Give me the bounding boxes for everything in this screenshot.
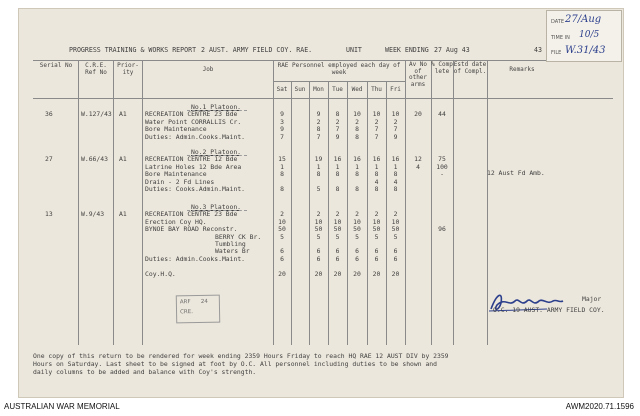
receipt-stamp	[546, 10, 622, 62]
header-pct-complete: % Comp lete	[431, 61, 453, 75]
day-count-tue: 7	[335, 125, 340, 134]
day-count-mon: 8	[316, 170, 321, 179]
signature-text	[517, 293, 523, 294]
header-job: Job	[202, 66, 214, 73]
day-count-fri: 1	[393, 162, 398, 171]
cre-ref-number: W.127/43	[81, 110, 112, 118]
day-count-mon: 8	[316, 125, 321, 134]
header-day-tue: Tue	[332, 86, 343, 93]
day-count-mon: 9	[316, 110, 321, 119]
day-count-fri: 6	[393, 254, 398, 263]
day-count-sat: 6	[280, 247, 284, 256]
footer-archive-name: AUSTRALIAN WAR MEMORIAL	[4, 402, 120, 411]
priority: A1	[119, 110, 127, 118]
day-count-mon: 20	[314, 270, 323, 279]
week-ending-year: 43	[534, 46, 542, 54]
day-count-thu: 2	[374, 117, 379, 126]
day-count-mon: 50	[314, 225, 323, 234]
day-count-wed: 6	[355, 254, 359, 263]
priority: A1	[119, 155, 127, 163]
form-title: PROGRESS TRAINING & WORKS REPORT	[69, 46, 197, 54]
day-count-thu: 6	[374, 247, 379, 256]
day-count-fri: 10	[391, 110, 400, 119]
header-remarks: Remarks	[509, 66, 535, 73]
platoon-heading: No.3 Platoon.	[191, 203, 242, 211]
day-count-wed: 8	[355, 170, 359, 179]
remarks-text: 12 Aust Fd Amb.	[487, 169, 545, 177]
header-other-arms: Av No of other arms	[408, 61, 428, 88]
pencil-line-2: CRE.	[180, 309, 193, 316]
day-count-fri: 8	[393, 185, 398, 193]
day-count-sat: 3	[280, 117, 284, 126]
percent-complete: 75	[438, 155, 446, 164]
day-count-thu: 10	[372, 217, 381, 226]
day-count-wed: 10	[353, 110, 361, 119]
percent-complete: -	[440, 170, 444, 179]
day-count-tue: 50	[333, 225, 342, 234]
footer-accession-number: AWM2020.71.1596	[565, 402, 634, 411]
stamp-time-value: 10/5	[579, 30, 600, 40]
day-count-mon: 19	[314, 155, 323, 164]
day-count-fri: 4	[393, 177, 398, 186]
day-count-thu: 4	[374, 177, 379, 186]
day-count-fri: 50	[391, 225, 400, 234]
day-count-wed: 6	[355, 247, 359, 256]
stamp-date-label: DATE	[551, 19, 565, 25]
header-day-sat: Sat	[276, 86, 288, 93]
day-count-thu: 7	[374, 125, 379, 134]
day-count-thu: 20	[372, 270, 381, 279]
stamp-file-value: W.31/43	[565, 45, 606, 56]
day-count-wed: 20	[353, 270, 361, 279]
day-count-fri: 7	[393, 125, 398, 134]
day-count-fri: 20	[391, 270, 400, 279]
job-description: RECREATION CENTRE 23 Bde	[145, 210, 238, 219]
day-count-wed: 5	[355, 232, 359, 241]
col-rule	[291, 81, 292, 345]
col-rule	[142, 60, 143, 345]
stamp-time-label: TIME IN	[551, 35, 570, 41]
day-count-mon: 2	[316, 117, 321, 126]
heading-underline	[187, 210, 247, 211]
header-day-mon: Mon	[313, 86, 324, 93]
day-count-fri: 10	[391, 217, 400, 226]
job-description: RECREATION CENTRE 12 Bde	[145, 155, 238, 164]
day-count-sat: 50	[278, 225, 286, 234]
col-rule	[113, 60, 114, 345]
day-count-thu: 8	[374, 185, 379, 193]
pencil-value: 24	[200, 298, 208, 305]
job-description: Erection Coy HQ.	[145, 217, 207, 226]
header-priority: Prior-ity	[117, 62, 139, 76]
col-rule	[431, 60, 432, 345]
header-rae-personnel: RAE Personnel employed each day of week	[277, 62, 401, 76]
day-count-sat: 20	[278, 270, 286, 279]
header-estd-date: Estd date of Compl.	[453, 61, 487, 75]
signature-rank: Major	[582, 295, 602, 303]
job-description: Duties: Admin.Cooks.Maint.	[145, 132, 246, 141]
day-count-thu: 7	[374, 132, 379, 141]
heading-underline	[187, 110, 247, 111]
day-count-tue: 6	[335, 254, 340, 263]
header-bottom-rule	[33, 98, 613, 99]
day-count-mon: 5	[316, 232, 321, 241]
col-rule	[405, 60, 406, 345]
table-top-rule	[33, 60, 613, 61]
day-count-tue: 1	[335, 162, 340, 171]
note-line-3: daily columns to be added and balance with Coy's strength.	[33, 368, 257, 376]
day-count-fri: 2	[393, 117, 398, 126]
day-count-mon: 6	[316, 254, 321, 263]
other-arms-count: 12	[414, 155, 422, 164]
job-description: BERRY CK Br.	[215, 232, 262, 241]
header-day-wed: Wed	[351, 86, 363, 93]
unit-word: UNIT	[346, 46, 362, 54]
day-count-fri: 9	[393, 132, 398, 141]
pencil-annotation	[176, 295, 220, 324]
day-count-tue: 8	[335, 110, 340, 119]
serial-number: 36	[45, 110, 53, 118]
note-line-2: Hours on Saturday. Last sheet to be signed at foot by O.C. All personnel including duties to be shown and	[33, 360, 437, 368]
day-count-thu: 16	[372, 155, 381, 164]
day-count-tue: 8	[335, 185, 340, 193]
day-count-wed: 10	[353, 217, 361, 226]
day-count-mon: 5	[316, 185, 321, 193]
job-description: BYNOE BAY ROAD Reconstr.	[145, 225, 238, 234]
day-count-mon: 6	[316, 247, 321, 256]
day-count-sat: 10	[278, 217, 286, 226]
header-day-sun: Sun	[294, 86, 306, 93]
day-count-tue: 20	[333, 270, 342, 279]
header-day-fri: Fri	[390, 86, 401, 93]
day-count-mon: 2	[316, 210, 321, 219]
day-count-wed: 8	[355, 125, 359, 134]
note-line-1: One copy of this return to be rendered for week ending 2359 Hours Friday to reach HQ RAE 12 AUST DIV by 2359	[33, 352, 449, 360]
pencil-line-1: ARF	[179, 299, 191, 306]
day-count-tue: 9	[335, 132, 340, 141]
col-rule	[78, 60, 79, 345]
day-count-tue: 8	[335, 170, 340, 179]
day-count-sat: 8	[280, 170, 284, 179]
stamp-date-value: 27/Aug	[565, 14, 602, 25]
job-description: Latrine Holes 12 Bde Area	[145, 162, 242, 171]
day-count-mon: 7	[316, 132, 321, 141]
report-sheet	[18, 8, 624, 398]
header-serial: Serial No	[39, 62, 73, 69]
day-count-fri: 6	[393, 247, 398, 256]
cre-ref-number: W.66/43	[81, 155, 108, 163]
job-description: RECREATION CENTRE 23 Bde	[145, 110, 238, 119]
job-description: Tumbling	[215, 240, 246, 248]
day-count-thu: 5	[374, 232, 379, 241]
day-count-sat: 5	[280, 232, 284, 241]
week-ending-value: 27 Aug 43	[434, 46, 470, 54]
day-count-thu: 6	[374, 254, 379, 263]
day-count-fri: 8	[393, 170, 398, 179]
header-cre-ref: C.R.E. Ref No	[85, 62, 107, 76]
cre-ref-number: W.9/43	[81, 210, 105, 218]
week-ending-label: WEEK ENDING	[385, 46, 429, 54]
job-description: Duties: Cooks.Admin.Maint.	[145, 185, 246, 193]
percent-complete: 44	[438, 110, 446, 119]
day-count-tue: 2	[335, 117, 340, 126]
day-count-tue: 5	[335, 232, 340, 241]
day-count-sat: 15	[278, 155, 286, 164]
job-description: Bore Maintenance	[145, 125, 207, 134]
job-description: Bore Maintenance	[145, 170, 207, 179]
day-count-tue: 16	[333, 155, 342, 164]
day-count-sat: 9	[280, 110, 284, 119]
day-count-mon: 1	[316, 162, 321, 171]
day-count-tue: 6	[335, 247, 340, 256]
day-count-wed: 8	[355, 132, 359, 141]
signature-title: O.C. 19 AUST. ARMY FIELD COY.	[493, 306, 605, 314]
day-count-wed: 50	[353, 225, 361, 234]
heading-underline	[187, 155, 247, 156]
percent-complete: 100	[436, 162, 448, 171]
col-rule	[273, 60, 274, 345]
day-count-mon: 10	[314, 217, 323, 226]
other-arms-count: 4	[416, 162, 420, 171]
platoon-heading: No.2 Platoon.	[191, 148, 242, 156]
day-count-wed: 1	[355, 162, 359, 171]
day-count-fri: 2	[393, 210, 398, 219]
day-count-sat: 9	[280, 125, 284, 134]
day-count-thu: 50	[372, 225, 381, 234]
day-count-tue: 2	[335, 210, 340, 219]
day-count-wed: 2	[355, 210, 359, 219]
day-count-wed: 2	[355, 117, 359, 126]
job-description: Waters Br	[215, 247, 250, 256]
day-count-fri: 5	[393, 232, 398, 241]
day-count-thu: 1	[374, 162, 379, 171]
job-description: Water Point CORRALLIS Cr.	[145, 117, 242, 126]
priority: A1	[119, 210, 127, 218]
other-arms-count: 20	[414, 110, 422, 119]
unit-name: 2 AUST. ARMY FIELD COY. RAE.	[201, 46, 313, 54]
serial-number: 27	[45, 155, 53, 163]
day-count-sat: 8	[280, 185, 284, 193]
day-count-thu: 2	[374, 210, 379, 219]
day-count-wed: 8	[355, 185, 359, 193]
day-count-tue: 10	[333, 217, 342, 226]
header-day-thu: Thu	[371, 86, 382, 93]
day-count-thu: 8	[374, 170, 379, 179]
day-count-thu: 10	[372, 110, 381, 119]
job-description: Coy.H.Q.	[145, 270, 176, 279]
day-count-sat: 1	[280, 162, 284, 171]
day-count-sat: 6	[280, 254, 284, 263]
day-count-wed: 16	[353, 155, 361, 164]
job-description: Duties: Admin.Cooks.Maint.	[145, 254, 246, 263]
platoon-heading: No.1 Platoon.	[191, 103, 242, 111]
col-rule	[453, 60, 454, 345]
day-count-fri: 16	[391, 155, 400, 164]
stamp-file-label: FILE	[551, 50, 562, 56]
day-count-sat: 2	[280, 210, 284, 219]
percent-complete: 96	[438, 225, 446, 234]
job-description: Drain - 2 Fd Lines	[145, 177, 215, 186]
serial-number: 13	[45, 210, 53, 218]
day-count-sat: 7	[280, 132, 284, 141]
